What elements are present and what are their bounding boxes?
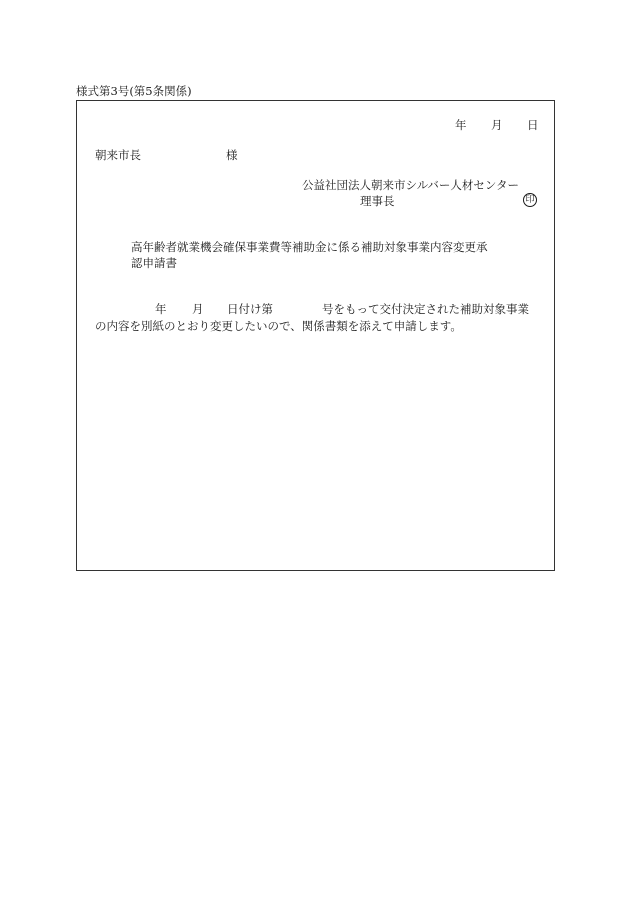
body-text-line-2: の内容を別紙のとおり変更したいので、関係書類を添えて申請します。 [95, 319, 462, 333]
body-year-label: 年 [155, 302, 167, 316]
body-month-label: 月 [192, 302, 204, 316]
date-month-label: 月 [491, 118, 503, 132]
applicant-organization: 公益社団法人朝来市シルバー人材センター [302, 178, 519, 192]
form-number-label: 様式第3号(第5条関係) [76, 84, 192, 98]
application-form-frame [76, 100, 555, 571]
addressee-name: 朝来市長 [95, 148, 141, 162]
seal-icon: 印 [523, 193, 537, 207]
subject-line-1: 高年齢者就業機会確保事業費等補助金に係る補助対象事業内容変更承 [131, 240, 488, 254]
date-year-label: 年 [455, 118, 467, 132]
applicant-title: 理事長 [360, 194, 395, 208]
addressee-honorific: 様 [226, 148, 238, 162]
body-dated-label: 日付け第 [227, 302, 273, 316]
subject-line-2: 認申請書 [131, 256, 177, 270]
date-day-label: 日 [527, 118, 539, 132]
body-text-line-1: 号をもって交付決定された補助対象事業 [322, 302, 529, 316]
